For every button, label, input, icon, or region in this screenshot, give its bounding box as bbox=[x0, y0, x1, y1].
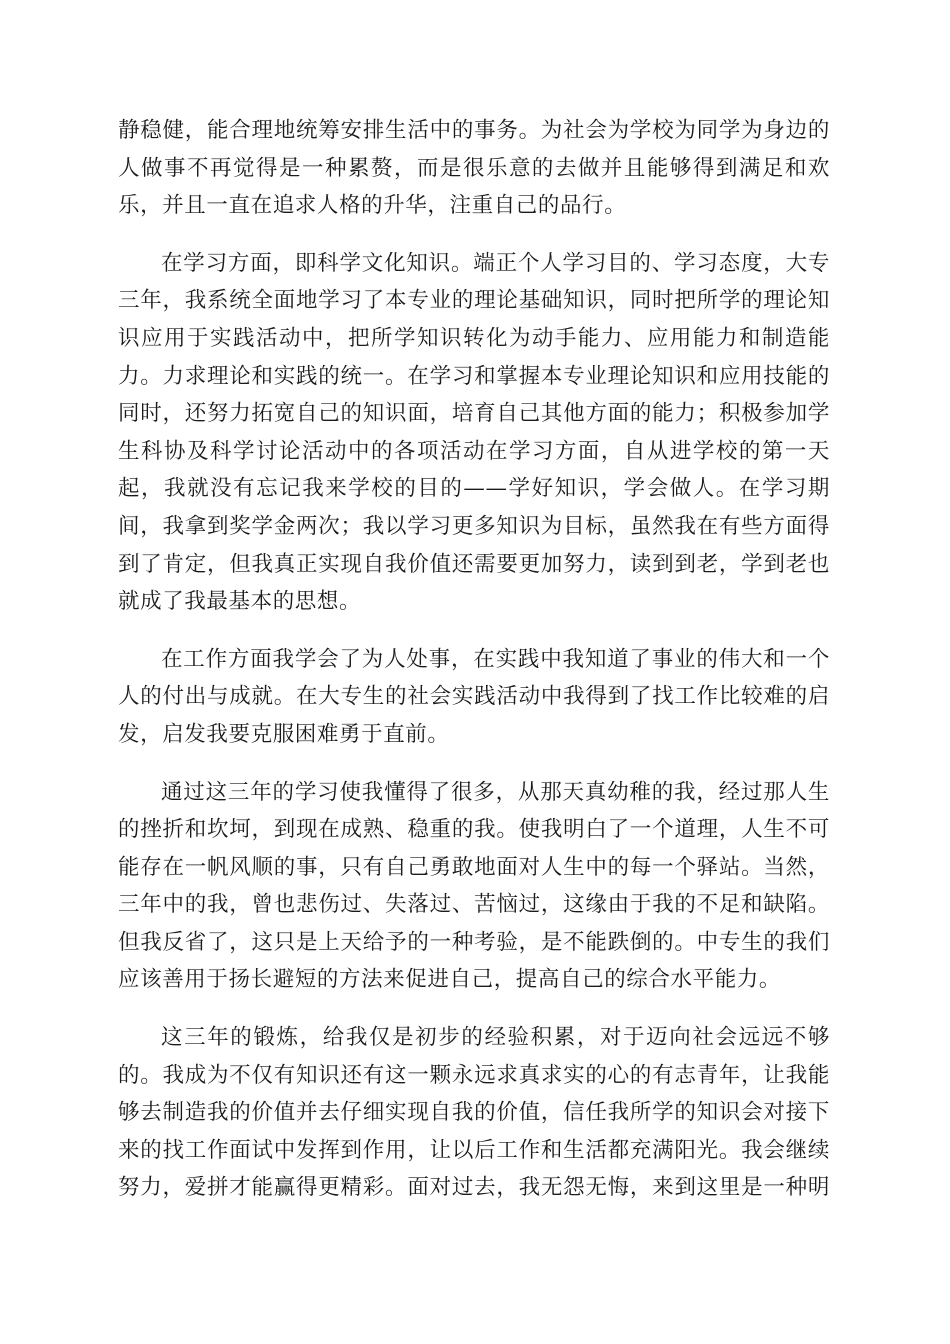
text-line: 这三年的锻炼，给我仅是初步的经验积累，对于迈向社会远远不够 bbox=[161, 1025, 830, 1051]
text-line: 人的付出与成就。在大专生的社会实践活动中我得到了找工作比较难的启 bbox=[118, 684, 830, 710]
text-line: 到了肯定，但我真正实现自我价值还需要更加努力，读到到老，学到老也 bbox=[118, 551, 830, 577]
text-line: 在工作方面我学会了为人处事，在实践中我知道了事业的伟大和一个 bbox=[161, 646, 830, 672]
paragraph-1 bbox=[118, 112, 830, 225]
text-line: 但我反省了，这只是上天给予的一种考验，是不能跌倒的。中专生的我们 bbox=[118, 929, 830, 955]
text-line: 生科协及科学讨论活动中的各项活动在学习方面，自从进学校的第一天 bbox=[118, 438, 830, 464]
text-line: 静稳健，能合理地统筹安排生活中的事务。为社会为学校为同学为身边的 bbox=[118, 118, 830, 143]
text-line: 够去制造我的价值并去仔细实现自我的价值，信任我所学的知识会对接下 bbox=[118, 1100, 830, 1126]
text-line: 力。力求理论和实践的统一。在学习和掌握本专业理论知识和应用技能的 bbox=[118, 363, 830, 389]
text-line: 间，我拿到奖学金两次；我以学习更多知识为目标，虽然我在有些方面得 bbox=[118, 513, 830, 539]
paragraph-5 bbox=[118, 1019, 830, 1207]
text-line: 努力，爱拼才能赢得更精彩。面对过去，我无怨无悔，来到这里是一种明 bbox=[118, 1175, 830, 1201]
text-line: 就成了我最基本的思想。 bbox=[118, 589, 362, 615]
text-line: 的。我成为不仅有知识还有这一颗永远求真求实的心的有志青年，让我能 bbox=[118, 1062, 830, 1088]
paragraph-3 bbox=[118, 641, 830, 754]
text-line: 能存在一帆风顺的事，只有自己勇敢地面对人生中的每一个驿站。当然， bbox=[118, 854, 830, 880]
text-line: 同时，还努力拓宽自己的知识面，培育自己其他方面的能力；积极参加学 bbox=[118, 401, 830, 427]
text-line: 人做事不再觉得是一种累赘，而是很乐意的去做并且能够得到满足和欢 bbox=[118, 155, 830, 181]
text-line: 通过这三年的学习使我懂得了很多，从那天真幼稚的我，经过那人生 bbox=[161, 779, 830, 805]
text-line: 发，启发我要克服困难勇于直前。 bbox=[118, 721, 450, 747]
paragraph-2 bbox=[118, 245, 830, 621]
text-line: 三年中的我，曾也悲伤过、失落过、苦恼过，这缘由于我的不足和缺陷。 bbox=[118, 892, 830, 918]
document-page bbox=[118, 112, 830, 1227]
paragraph-4 bbox=[118, 774, 830, 1000]
text-line: 来的找工作面试中发挥到作用，让以后工作和生活都充满阳光。我会继续 bbox=[118, 1137, 830, 1163]
text-line: 识应用于实践活动中，把所学知识转化为动手能力、应用能力和制造能 bbox=[118, 325, 830, 351]
text-line: 三年，我系统全面地学习了本专业的理论基础知识，同时把所学的理论知 bbox=[118, 288, 830, 314]
text-line: 在学习方面，即科学文化知识。端正个人学习目的、学习态度，大专 bbox=[161, 250, 830, 276]
text-line: 起，我就没有忘记我来学校的目的——学好知识，学会做人。在学习期 bbox=[118, 476, 830, 502]
text-line: 乐，并且一直在追求人格的升华，注重自己的品行。 bbox=[118, 193, 627, 219]
text-line: 的挫折和坎坷，到现在成熟、稳重的我。使我明白了一个道理，人生不可 bbox=[118, 817, 830, 843]
text-line: 应该善用于扬长避短的方法来促进自己，提高自己的综合水平能力。 bbox=[118, 967, 782, 993]
